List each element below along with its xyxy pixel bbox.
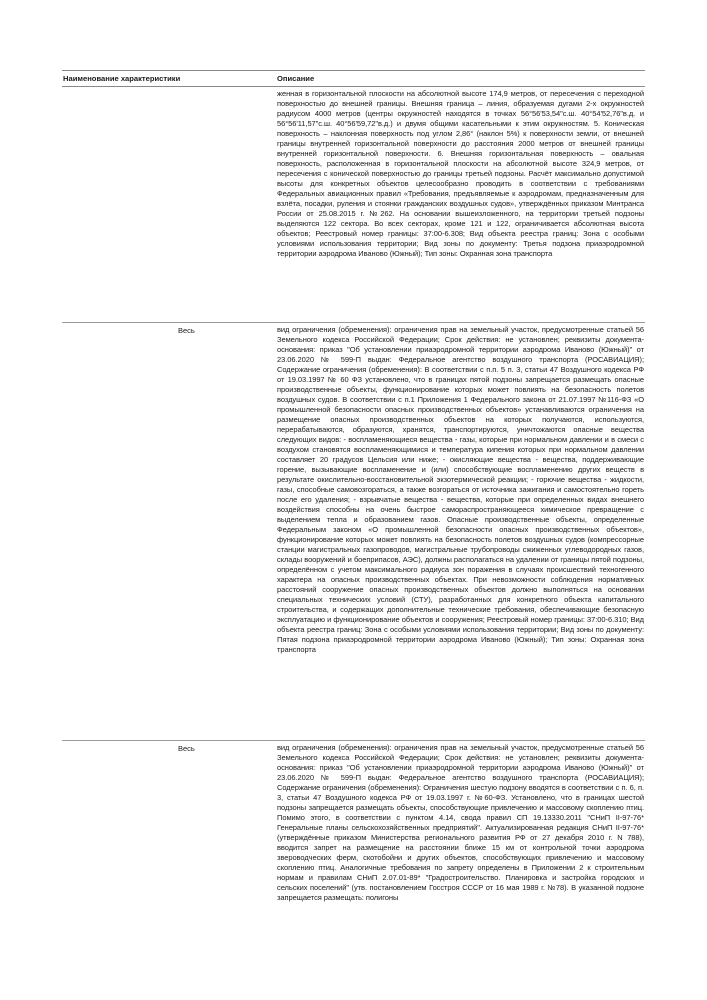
row-description: женная в горизонтальной плоскости на абсолютной высоте 174,9 метров, от пересечения с переходной поверхностью до внешней границы. Внешняя граница – линия, образуемая дугами 2-х окружностей радиусом 4000 метров (центры окружностей находятся в точках 56°56'53,54"с.ш. 40°54'52,76"в.д. и 56°56'11,57"с.ш. 40°56'59,72"в.д.) и двумя общими касательными к этим окружностям. 5. Коническая поверхность – наклонная поверхность под углом 2,86° (наклон 5%) к поверхности земли, от внешней границы внутренней горизонтальной поверхности до расстояния 2000 метров от внешней границы внутренней горизонтальной поверхности. 6. Внешняя горизонтальная поверхность – овальная поверхность, расположенная в горизонтальной плоскости на абсолютной высоте 324,9 метров, от пересечения с конической поверхностью до границы третьей подзоны. Расчёт максимально допустимой высоты для конкретных объектов целесообразно проводить в соответствии с требованиями Федеральных авиационных правил «Требования, предъявляемые к аэродромам, предназначенным для взлёта, посадки, руления и стоянки гражданских воздушных судов», утверждённых приказом Минтранса России от 25.08.2015 г. №262. На основании вышеизложенного, на территории третьей подзоны выделяются 122 сектора. Во всех секторах, кроме 121 и 122, ограничивается абсолютная высота объектов; Реестровый номер границы: 37:00-6.308; Вид объекта реестра границ: Зона с особыми условиями использования территории; Вид зоны по документу: Третья подзона приаэродромной территории аэродрома Иваново (Южный); Тип зоны: Охранная зона транспорта [274, 87, 645, 323]
document-page [62, 70, 645, 990]
header-name: Наименование характеристики [62, 71, 274, 87]
table-row [62, 741, 645, 991]
row-name-cell [62, 741, 274, 991]
table-row [62, 323, 645, 741]
row-name: Весь [178, 326, 195, 335]
row-name: Весь [178, 744, 195, 753]
header-description: Описание [274, 71, 645, 87]
row-description: вид ограничения (обременения): ограничения прав на земельный участок, предусмотренные статьей 56 Земельного кодекса Российской Федерации; Срок действия: не установлен; реквизиты документа-основания: приказ "Об установлении приаэродромной территории аэродрома Иваново (Южный)" от 23.06.2020 № 599-П выдан: Федеральное агентство воздушного транспорта (РОСАВИАЦИЯ); Содержание ограничения (обременения): В соответствии с п.п. 5 п. 3, статьи 47 Воздушного кодекса РФ от 19.03.1997 № 60 ФЗ установлено, что в границах пятой подзоны запрещается размещать опасные производственные объекты, функционирование которых может повлиять на безопасность полетов воздушных судов. В соответствии с п.1 Приложения 1 Федерального закона от 21.07.1997 №116-ФЗ «О промышленной безопасности опасных производственных объектов» устанавливаются ограничения на размещение опасных производственных объектов на которых получаются, используются, перерабатываются, образуются, хранятся, транспортируются, уничтожаются опасные вещества следующих видов: - воспламеняющиеся вещества - газы, которые при нормальном давлении и в смеси с воздухом становятся воспламеняющимися и температура кипения которых при нормальном давлении составляет 20 градусов Цельсия или ниже; - окисляющие вещества - вещества, поддерживающие горение, вызывающие воспламенение и (или) способствующие воспламенению других веществ в результате окислительно-восстановительной экзотермической реакции; - горючие вещества - жидкости, газы, способные самовозгораться, а также возгораться от источника зажигания и самостоятельно гореть после его удаления; - взрывчатые вещества - вещества, которые при определенных видах внешнего воздействия способны на очень быстрое самораспространяющееся химическое превращение с выделением тепла и образованием газов. Опасные производственные объекты, определенные Федеральным законом «О промышленной безопасности опасных производственных объектов», функционирование которых может повлиять на безопасность полетов воздушных судов (компрессорные станции магистральных газопроводов, магистральные трубопроводы сжиженных углеводородных газов, склады вооружений и боеприпасов, АЭС), должны располагаться на удалении от границы пятой подзоны, определённом с учетом максимального радиуса зон поражения в случаях происшествий техногенного характера на опасных производственных объектах. При невозможности соблюдения нормативных расстояний сооружение опасных производственных объектов должно выполняться на основании специальных технических условий (СТУ), разработанных для конкретного объекта капитального строительства, и содержащих дополнительные технические требования, обеспечивающие безопасную эксплуатацию и функционирование объектов и сооружения; Реестровый номер границы: 37:00-6.310; Вид объекта реестра границ: Зона с особыми условиями использования территории; Вид зоны по документу: Пятая подзона приаэродромной территории аэродрома Иваново (Южный); Тип зоны: Охранная зона транспорта [274, 323, 645, 741]
characteristics-table [62, 70, 645, 990]
table-header-row [62, 71, 645, 87]
row-name-cell [62, 87, 274, 323]
row-name-cell [62, 323, 274, 741]
table-row [62, 87, 645, 323]
row-description: вид ограничения (обременения): ограничения прав на земельный участок, предусмотренные статьей 56 Земельного кодекса Российской Федерации; Срок действия: не установлен; реквизиты документа-основания: приказ "Об установлении приаэродромной территории аэродрома Иваново (Южный)" от 23.06.2020 № 599-П выдан: Федеральное агентство воздушного транспорта (РОСАВИАЦИЯ); Содержание ограничения (обременения): Ограничения шестую подзону вводятся в соответствии с п. 6, п. 3, статьи 47 Воздушного кодекса РФ от 19.03.1997 г. №60-ФЗ. Установлено, что в границах шестой подзоны запрещается размещать объекты, способствующие привлечению и массовому скоплению птиц. Помимо этого, в соответствии с пунктом 4.14, свода правил СП 19.13330.2011 "СНиП II-97-76* Генеральные планы сельскохозяйственных предприятий". Актуализированная редакция СНиП II-97-76* (утверждённые приказом Министерства регионального развития РФ от 27 декабря 2010 г. N 788), вводится запрет на размещение на расстоянии ближе 15 км от контрольной точки аэродрома звероводческих ферм, скотобойни и других объектов, способствующих привлечению и массовому скоплению птиц. Аналогичные требования по запрету определены в Приложении 2 к строительным нормам и правилам СНиП 2.07.01-89* "Градостроительство. Планировка и застройка городских и сельских поселений" (утв. постановлением Госстроя СССР от 16 мая 1989 г. №78). В указанной подзоне запрещается размещать: полигоны [277, 743, 644, 902]
